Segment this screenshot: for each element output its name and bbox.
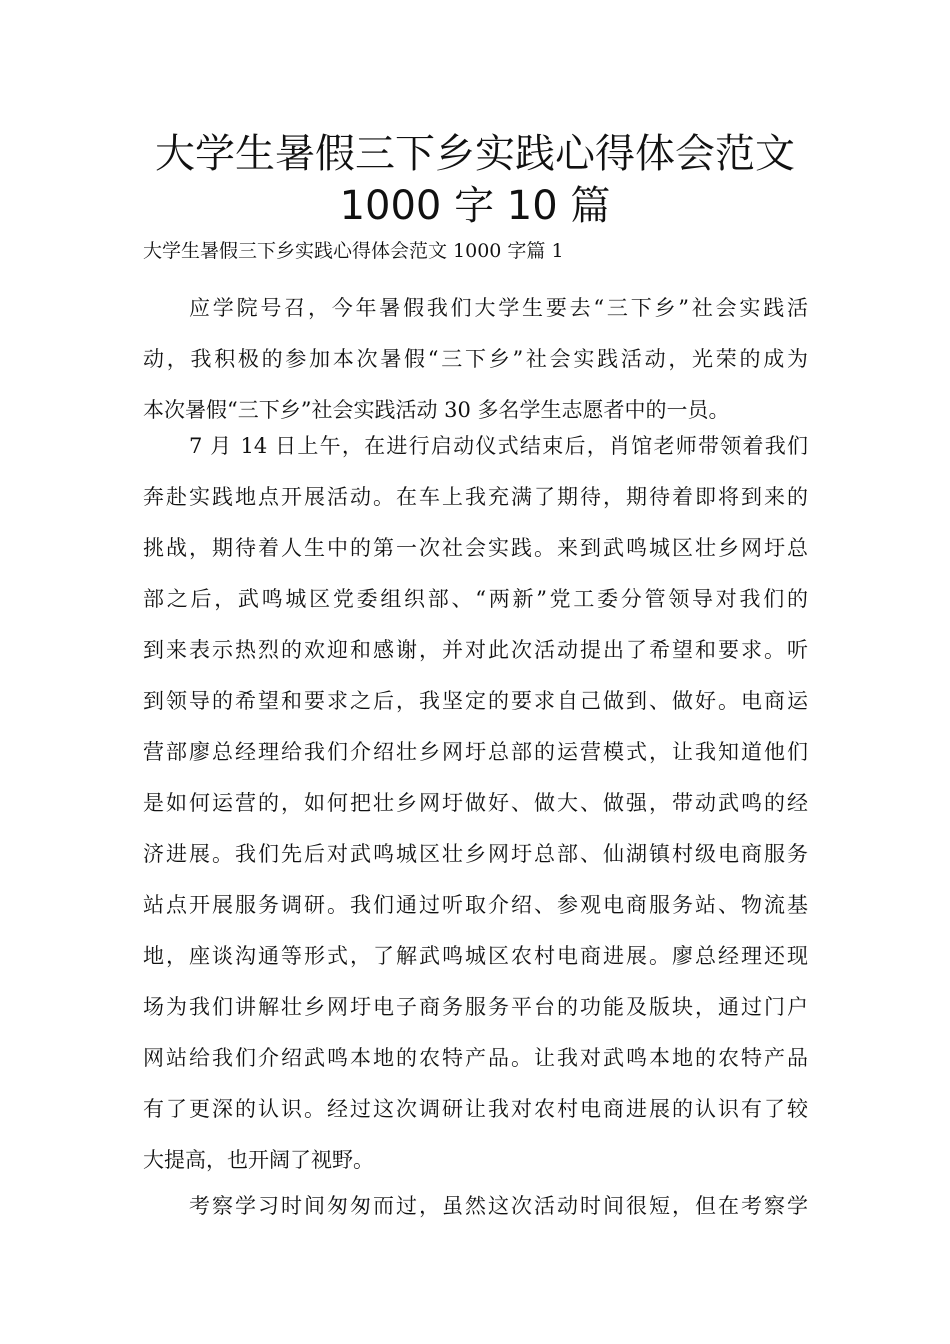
paragraph-line: 本次暑假“三下乡”社会实践活动 30 多名学生志愿者中的一员。 [143, 398, 730, 422]
paragraph-line: 奔赴实践地点开展活动。在车上我充满了期待，期待着即将到来的 [143, 485, 808, 509]
paragraph-line: 站点开展服务调研。我们通过听取介绍、参观电商服务站、物流基 [143, 893, 808, 917]
paragraph-line: 网站给我们介绍武鸣本地的农特产品。让我对武鸣本地的农特产品 [143, 1046, 808, 1070]
paragraph-line: 部之后，武鸣城区党委组织部、“两新”党工委分管领导对我们的 [143, 587, 808, 611]
paragraph-line: 济进展。我们先后对武鸣城区壮乡网圩总部、仙湖镇村级电商服务 [143, 842, 808, 866]
paragraph-2 [143, 421, 808, 1186]
paragraph-line: 动，我积极的参加本次暑假“三下乡”社会实践活动，光荣的成为 [143, 347, 808, 371]
paragraph-line: 应学院号召，今年暑假我们大学生要去“三下乡”社会实践活 [189, 296, 808, 320]
paragraph-line: 7 月 14 日上午，在进行启动仪式结束后，肖馆老师带领着我们 [189, 434, 808, 458]
paragraph-line: 是如何运营的，如何把壮乡网圩做好、做大、做强，带动武鸣的经 [143, 791, 808, 815]
document-title-line-2: 1000 字 10 篇 [339, 183, 611, 229]
paragraph-line: 有了更深的认识。经过这次调研让我对农村电商进展的认识有了较 [143, 1097, 808, 1121]
section-heading: 大学生暑假三下乡实践心得体会范文 1000 字篇 1 [143, 240, 564, 262]
paragraph-line: 地，座谈沟通等形式，了解武鸣城区农村电商进展。廖总经理还现 [143, 944, 808, 968]
paragraph-line: 场为我们讲解壮乡网圩电子商务服务平台的功能及版块，通过门户 [143, 995, 808, 1019]
document-title-line-1: 大学生暑假三下乡实践心得体会范文 [155, 131, 795, 177]
paragraph-line: 大提高，也开阔了视野。 [143, 1148, 374, 1172]
paragraph-line: 到来表示热烈的欢迎和感谢，并对此次活动提出了希望和要求。听 [143, 638, 808, 662]
paragraph-line: 挑战，期待着人生中的第一次社会实践。来到武鸣城区壮乡网圩总 [143, 536, 808, 560]
paragraph-line: 考察学习时间匆匆而过，虽然这次活动时间很短，但在考察学 [189, 1194, 808, 1218]
paragraph-line: 到领导的希望和要求之后，我坚定的要求自己做到、做好。电商运 [143, 689, 808, 713]
paragraph-line: 营部廖总经理给我们介绍壮乡网圩总部的运营模式，让我知道他们 [143, 740, 808, 764]
paragraph-3 [143, 1181, 808, 1232]
paragraph-1 [143, 283, 808, 436]
